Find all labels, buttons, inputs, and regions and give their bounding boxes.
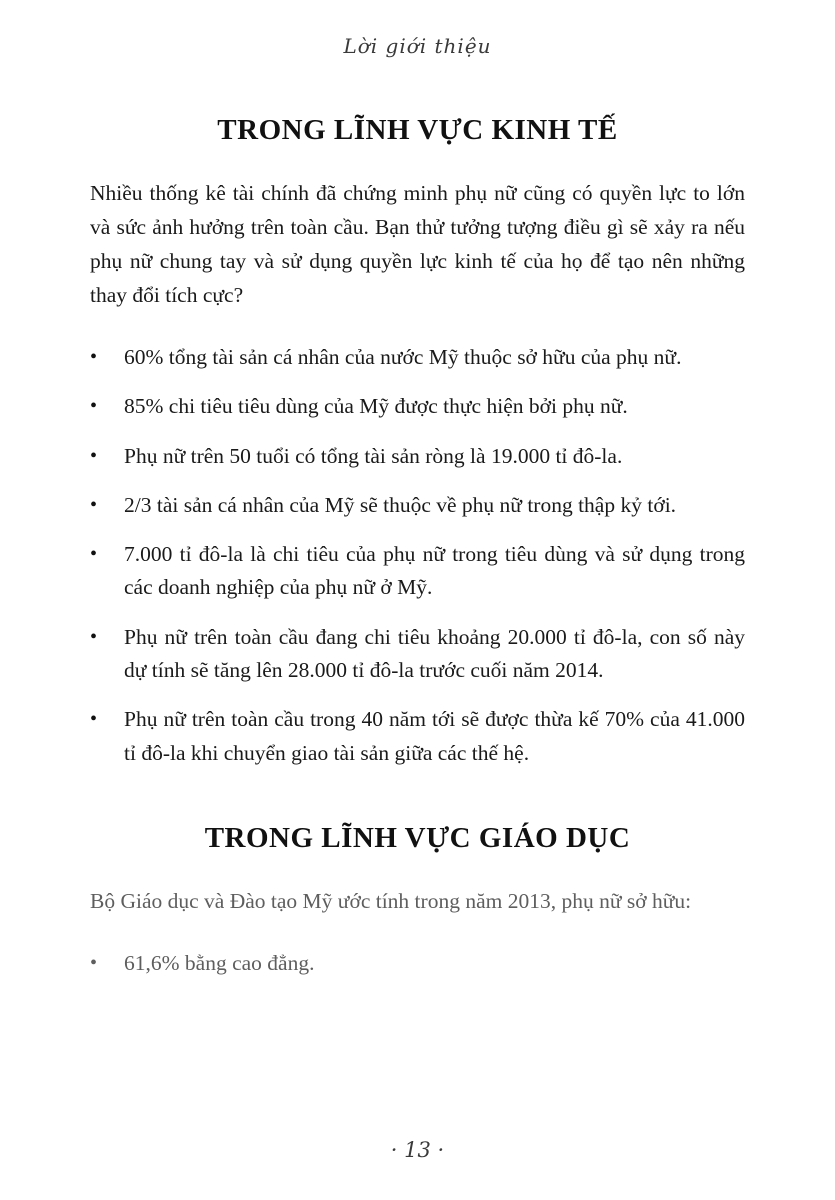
- bullet-text: Phụ nữ trên toàn cầu trong 40 năm tới sẽ được thừa kế 70% của 41.000 tỉ đô-la khi chuyển giao tài sản giữa các thế hệ.: [124, 707, 745, 765]
- education-intro-paragraph: Bộ Giáo dục và Đào tạo Mỹ ước tính trong năm 2013, phụ nữ sở hữu:: [90, 889, 692, 913]
- education-bullet-list: [90, 947, 745, 980]
- bullet-icon: •: [90, 625, 98, 648]
- bullet-icon: •: [90, 951, 98, 974]
- running-header: Lời giới thiệu: [343, 34, 492, 58]
- section-title-education: TRONG LĨNH VỰC GIÁO DỤC: [204, 822, 631, 854]
- list-item: [90, 947, 745, 980]
- bullet-text: 2/3 tài sản cá nhân của Mỹ sẽ thuộc về phụ nữ trong thập kỷ tới.: [124, 492, 677, 517]
- list-item: [90, 621, 745, 688]
- bullet-icon: •: [90, 708, 98, 731]
- list-item: [90, 440, 745, 473]
- list-item: [90, 703, 745, 770]
- bullet-text: Phụ nữ trên 50 tuổi có tổng tài sản ròng là 19.000 tỉ đô-la.: [124, 443, 623, 468]
- bullet-text: 85% chi tiêu tiêu dùng của Mỹ được thực hiện bởi phụ nữ.: [124, 394, 628, 419]
- bullet-icon: •: [90, 345, 98, 368]
- flex-spacer: [90, 996, 745, 1124]
- section-title-economy: TRONG LĨNH VỰC KINH TẾ: [217, 114, 618, 146]
- economy-bullet-list: [90, 341, 745, 770]
- bullet-icon: •: [90, 395, 98, 418]
- bullet-text: 60% tổng tài sản cá nhân của nước Mỹ thuộc sở hữu của phụ nữ.: [124, 344, 682, 369]
- bullet-text: Phụ nữ trên toàn cầu đang chi tiêu khoảng 20.000 tỉ đô-la, con số này dự tính sẽ tăng lên 28.000 tỉ đô-la trước cuối năm 2014.: [124, 624, 745, 683]
- section-education: [90, 786, 745, 996]
- bullet-text: 7.000 tỉ đô-la là chi tiêu của phụ nữ trong tiêu dùng và sử dụng trong các doanh nghiệp của phụ nữ ở Mỹ.: [124, 542, 745, 600]
- economy-intro-paragraph: Nhiều thống kê tài chính đã chứng minh phụ nữ cũng có quyền lực to lớn và sức ảnh hưởng trên toàn cầu. Bạn thử tưởng tượng điều gì sẽ xảy ra nếu phụ nữ chung tay và sử dụng quyền lực kinh tế của họ để tạo nên những thay đổi tích cực?: [90, 181, 745, 307]
- list-item: [90, 341, 745, 374]
- bullet-icon: •: [90, 543, 98, 566]
- list-item: [90, 538, 745, 605]
- bullet-icon: •: [90, 444, 98, 467]
- section-economy: [90, 92, 745, 786]
- list-item: [90, 489, 745, 522]
- list-item: [90, 390, 745, 423]
- bullet-icon: •: [90, 493, 98, 516]
- bullet-text: 61,6% bằng cao đẳng.: [124, 950, 315, 975]
- page-number: · 13 ·: [390, 1138, 445, 1162]
